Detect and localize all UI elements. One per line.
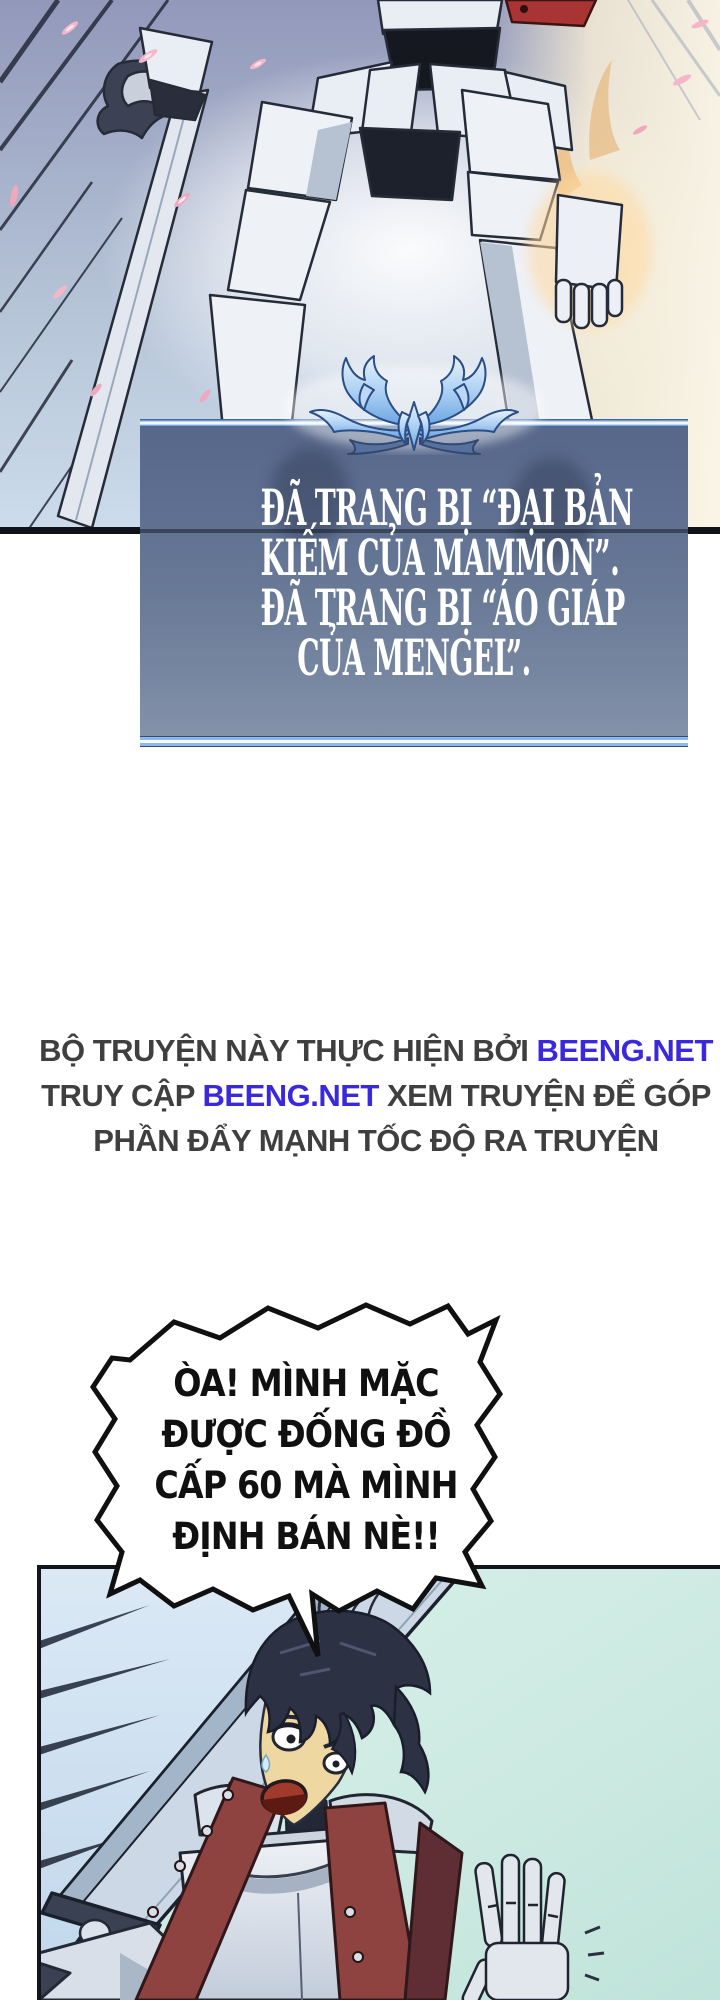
system-message-text xyxy=(260,478,634,687)
credits-text: TRUY CẬP xyxy=(41,1078,203,1113)
red-shoulder xyxy=(506,0,596,26)
site-name: BEENG.NET xyxy=(202,1078,379,1113)
system-message-line: KIẾM CỦA MAMMON”. xyxy=(260,528,620,587)
speech-bubble-text xyxy=(137,1358,475,1562)
system-message-line: ĐÃ TRANG BỊ “ĐẠI BẢN xyxy=(260,478,634,537)
bubble-line: ĐỊNH BÁN NÈ!! xyxy=(172,1515,440,1558)
bubble-line: CẤP 60 MÀ MÌNH xyxy=(154,1464,458,1507)
wing-ornament-icon xyxy=(268,350,568,455)
credits-text: BỘ TRUYỆN NÀY THỰC HIỆN BỞI xyxy=(39,1033,537,1068)
credits-line xyxy=(16,1073,720,1118)
system-message-line: ĐÃ TRANG BỊ “ÁO GIÁP xyxy=(260,578,625,637)
glowing-hand xyxy=(528,172,652,328)
system-box-bottom-border xyxy=(140,736,688,747)
dark-shorts xyxy=(360,128,460,200)
system-message-line: CỦA MENGEL”. xyxy=(297,628,531,687)
credits-line: PHẦN ĐẨY MẠNH TỐC ĐỘ RA TRUYỆN xyxy=(93,1123,659,1158)
bubble-line: ĐƯỢC ĐỐNG ĐỒ xyxy=(161,1413,451,1456)
credits-text: XEM TRUYỆN ĐỂ GÓP xyxy=(378,1078,711,1113)
site-name: BEENG.NET xyxy=(536,1033,713,1068)
translator-credits xyxy=(16,1028,720,1163)
bubble-line: ÒA! MÌNH MẶC xyxy=(173,1362,439,1405)
credits-line xyxy=(16,1028,720,1073)
